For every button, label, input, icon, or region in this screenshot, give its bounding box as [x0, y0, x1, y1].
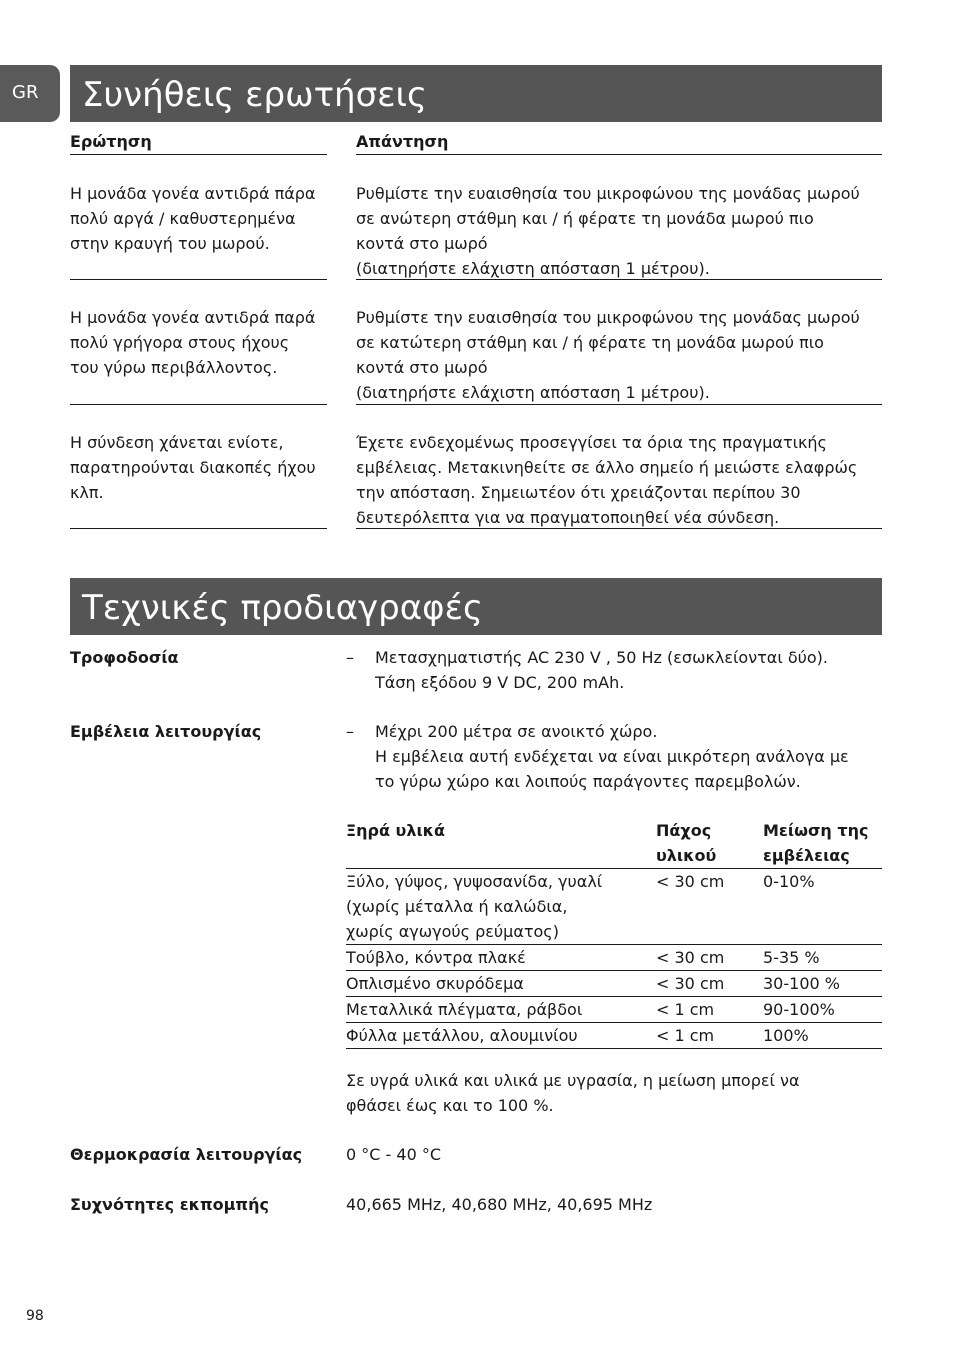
- reduction-cell: 100%: [763, 1023, 882, 1049]
- thickness-cell: < 30 cm: [656, 971, 763, 997]
- materials-table: [346, 818, 882, 1049]
- materials-header-material: Ξηρά υλικά: [346, 818, 656, 869]
- range-text: Μέχρι 200 μέτρα σε ανοικτό χώρο. Η εμβέλεια αυτή ενδέχεται να είναι μικρότερη ανάλογα με το γύρω χώρο και λοιπούς παράγοντες παρεμβολών.: [375, 722, 849, 791]
- material-cell: Φύλλα μετάλλου, αλουμινίου: [346, 1023, 656, 1049]
- materials-header-thickness: Πάχος υλικού: [656, 818, 763, 869]
- wet-materials-note: Σε υγρά υλικά και υλικά με υγρασία, η μείωση μπορεί να φθάσει έως και το 100 %.: [346, 1071, 800, 1115]
- range-label: Εμβέλεια λειτουργίας: [70, 722, 262, 741]
- materials-header-reduction: Μείωση της εμβέλειας: [763, 818, 882, 869]
- power-label: Τροφοδοσία: [70, 648, 179, 667]
- specs-title: Τεχνικές προδιαγραφές: [70, 578, 882, 635]
- faq-question-2: Η μονάδα γονέα αντιδρά παρά πολύ γρήγορα στους ήχους του γύρω περιβάλλοντος.: [70, 305, 327, 405]
- faq-question-3: Η σύνδεση χάνεται ενίοτε, παρατηρούνται διακοπές ήχου κλπ.: [70, 430, 327, 529]
- table-row: [346, 997, 882, 1023]
- answer-header: Απάντηση: [356, 132, 882, 155]
- language-tab: GR: [0, 65, 60, 122]
- faq-answer-2: Ρυθμίστε την ευαισθησία του μικροφώνου της μονάδας μωρού σε κατώτερη στάθμη και / ή φέρατε τη μονάδα μωρού πιο κοντά στο μωρό (διατηρήστε ελάχιστη απόσταση 1 μέτρου).: [356, 305, 882, 405]
- thickness-cell: < 30 cm: [656, 869, 763, 945]
- table-row: [346, 869, 882, 945]
- power-text: Μετασχηματιστής AC 230 V , 50 Hz (εσωκλείονται δύο). Τάση εξόδου 9 V DC, 200 mAh.: [375, 648, 828, 692]
- reduction-cell: 5-35 %: [763, 945, 882, 971]
- reduction-cell: 0-10%: [763, 869, 882, 945]
- table-row: [346, 1023, 882, 1049]
- table-row: [346, 971, 882, 997]
- faq-title: Συνήθεις ερωτήσεις: [70, 65, 882, 122]
- material-cell: Οπλισμένο σκυρόδεμα: [346, 971, 656, 997]
- materials-header-row: [346, 818, 882, 869]
- page-number: 98: [26, 1308, 44, 1324]
- material-cell: Ξύλο, γύψος, γυψοσανίδα, γυαλί (χωρίς μέταλλα ή καλώδια, χωρίς αγωγούς ρεύματος): [346, 869, 656, 945]
- question-header: Ερώτηση: [70, 132, 327, 155]
- temperature-label: Θερμοκρασία λειτουργίας: [70, 1145, 303, 1164]
- temperature-value: 0 °C - 40 °C: [346, 1145, 441, 1164]
- range-dash: –: [346, 722, 354, 741]
- faq-answer-1: Ρυθμίστε την ευαισθησία του μικροφώνου της μονάδας μωρού σε ανώτερη στάθμη και / ή φέρατε τη μονάδα μωρού πιο κοντά στο μωρό (διατηρήστε ελάχιστη απόσταση 1 μέτρου).: [356, 181, 882, 280]
- frequency-label: Συχνότητες εκπομπής: [70, 1195, 269, 1214]
- power-dash: –: [346, 648, 354, 667]
- faq-answer-3: Έχετε ενδεχομένως προσεγγίσει τα όρια της πραγματικής εμβέλειας. Μετακινηθείτε σε άλλο σημείο ή μειώστε ελαφρώς την απόσταση. Σημειωτέον ότι χρειάζονται περίπου 30 δευτερόλεπτα για να πραγματοποιηθεί νέα σύνδεση.: [356, 430, 882, 529]
- table-row: [346, 945, 882, 971]
- reduction-cell: 90-100%: [763, 997, 882, 1023]
- material-cell: Μεταλλικά πλέγματα, ράβδοι: [346, 997, 656, 1023]
- frequency-value: 40,665 MHz, 40,680 MHz, 40,695 MHz: [346, 1195, 653, 1214]
- thickness-cell: < 1 cm: [656, 997, 763, 1023]
- faq-question-1: Η μονάδα γονέα αντιδρά πάρα πολύ αργά / καθυστερημένα στην κραυγή του μωρού.: [70, 181, 327, 280]
- thickness-cell: < 1 cm: [656, 1023, 763, 1049]
- thickness-cell: < 30 cm: [656, 945, 763, 971]
- reduction-cell: 30-100 %: [763, 971, 882, 997]
- material-cell: Τούβλο, κόντρα πλακέ: [346, 945, 656, 971]
